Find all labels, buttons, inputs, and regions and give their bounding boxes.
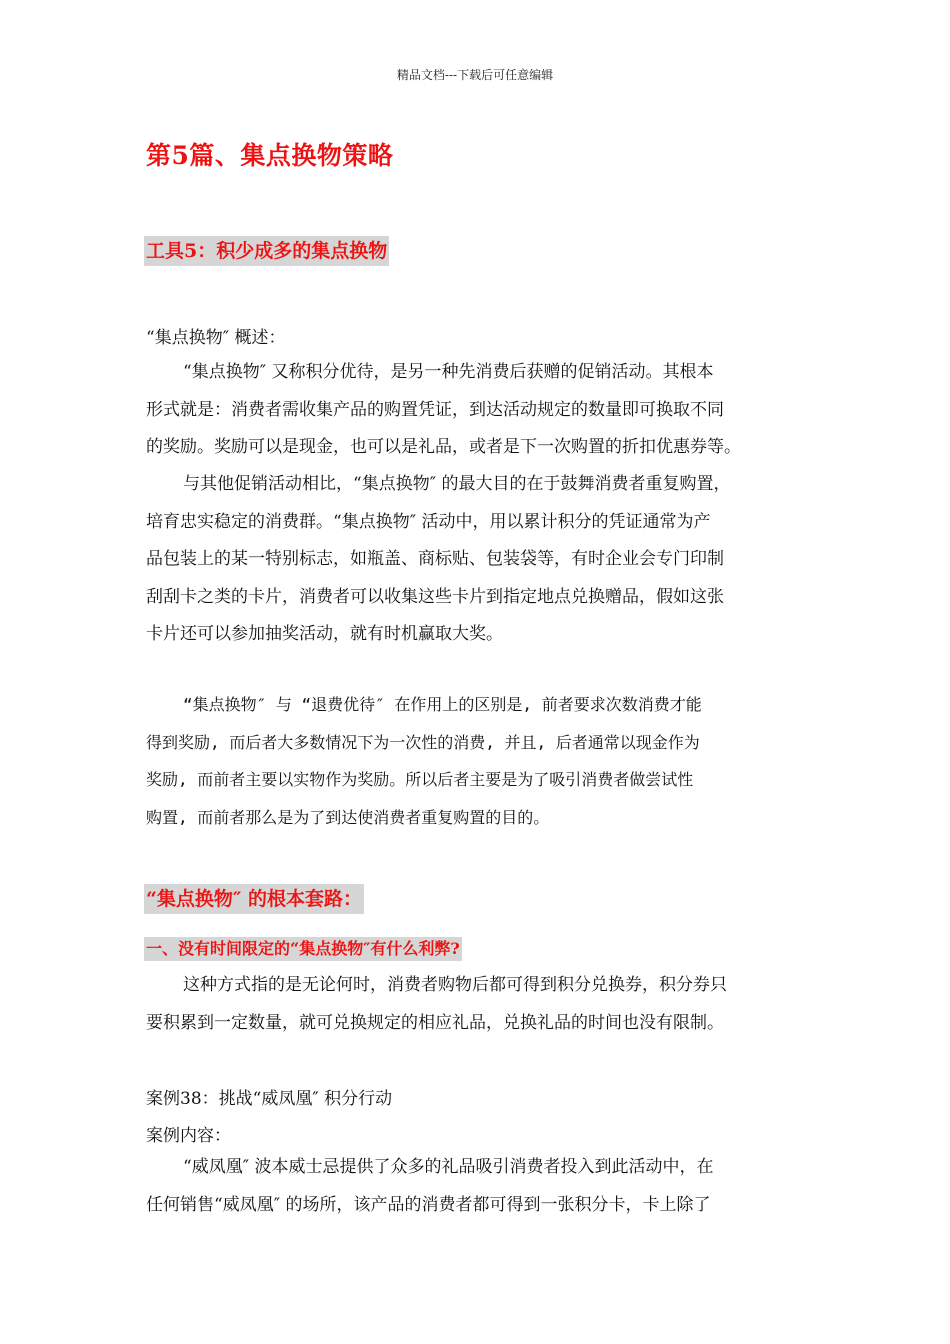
text-line: 这种方式指的是无论何时，消费者购物后都可得到积分兑换券，积分券只 (183, 975, 727, 995)
text-line: 品包装上的某一特别标志，如瓶盖、商标贴、包装袋等，有时企业会专门印制 (146, 549, 724, 569)
overview-paragraph-3 (146, 686, 812, 836)
text-line: 得到奖励, 而后者大多数情况下为一次性的消费, 并且, 后者通常以现金作为 (146, 732, 700, 752)
text-line: 购置, 而前者那么是为了到达使消费者重复购置的目的。 (146, 807, 550, 827)
overview-paragraph-2 (146, 466, 812, 654)
section-1-heading: 一、没有时间限定的“集点换物″有什么利弊? (144, 937, 462, 961)
text-line: 的奖励。奖励可以是现金，也可以是礼品，或者是下一次购置的折扣优惠券等。 (146, 437, 741, 457)
text-line: “威凤凰″ 波本威士忌提供了众多的礼品吸引消费者投入到此活动中，在 (183, 1157, 714, 1177)
page-header-note: 精品文档---下载后可任意编辑 (396, 68, 554, 82)
text-line: 卡片还可以参加抽奖活动，就有时机赢取大奖。 (146, 624, 503, 644)
text-line: “集点换物″ 与 “退费优待″ 在作用上的区别是, 前者要求次数消费才能 (183, 695, 702, 714)
case-title: 案例38：挑战“威凤凰″ 积分行动 (146, 1089, 393, 1109)
text-line: 奖励, 而前者主要以实物作为奖励。所以后者主要是为了吸引消费者做尝试性 (146, 770, 694, 789)
text-line: 刮刮卡之类的卡片，消费者可以收集这些卡片到指定地点兑换赠品，假如这张 (146, 586, 724, 607)
text-line: 形式就是：消费者需收集产品的购置凭证，到达活动规定的数量即可换取不同 (146, 399, 724, 420)
text-line: “集点换物″ 又称积分优待，是另一种先消费后获赠的促销活动。其根本 (183, 362, 714, 382)
overview-label: “集点换物″ 概述： (146, 328, 286, 348)
chapter-title: 第5篇、集点换物策略 (146, 141, 394, 170)
case-content-label: 案例内容： (146, 1126, 231, 1146)
text-line: 要积累到一定数量，就可兑换规定的相应礼品，兑换礼品的时间也没有限制。 (146, 1012, 724, 1033)
text-line: 与其他促销活动相比，“集点换物″ 的最大目的在于鼓舞消费者重复购置， (183, 474, 731, 494)
overview-paragraph-1 (146, 354, 812, 467)
text-line: 任何销售“威凤凰″ 的场所，该产品的消费者都可得到一张积分卡，卡上除了 (146, 1194, 711, 1215)
case-paragraph (146, 1149, 812, 1224)
text-line: 培育忠实稳定的消费群。“集点换物″ 活动中，用以累计积分的凭证通常为产 (146, 511, 711, 532)
routine-heading: “集点换物″ 的根本套路： (144, 884, 364, 914)
tool-heading: 工具5：积少成多的集点换物 (144, 236, 389, 266)
section-1-paragraph (146, 967, 812, 1042)
